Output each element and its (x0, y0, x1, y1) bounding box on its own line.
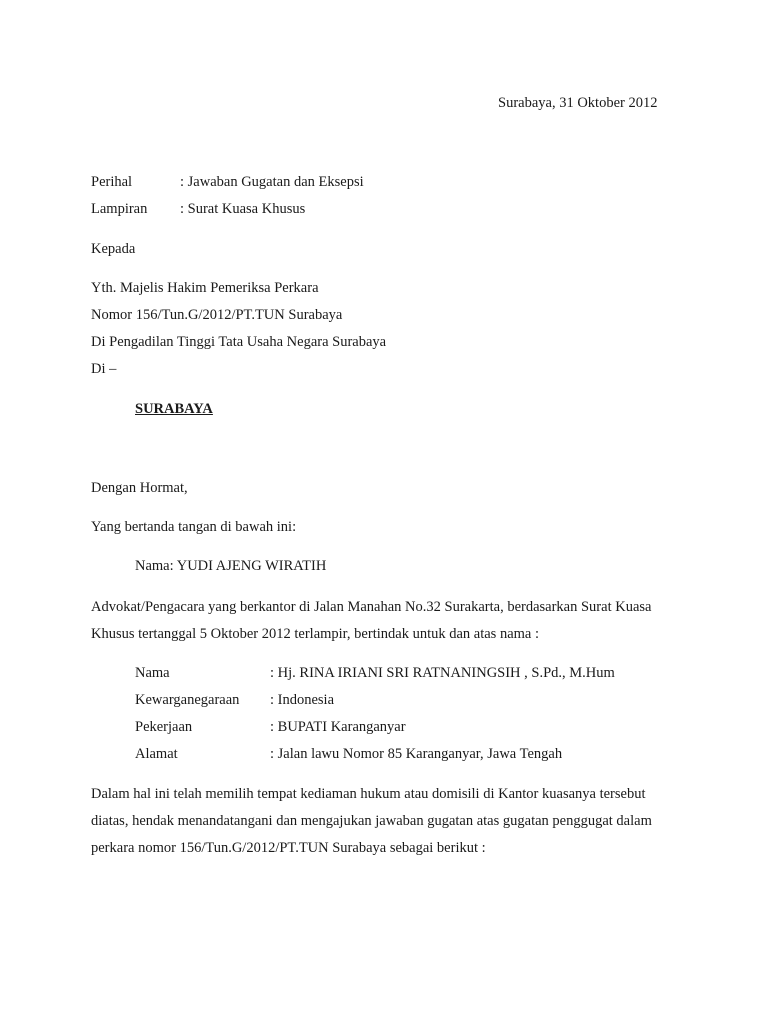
paragraph-2-line-3: perkara nomor 156/Tun.G/2012/PT.TUN Surabaya sebagai berikut : (91, 840, 486, 856)
kepada-label: Kepada (91, 241, 136, 257)
client-label: Nama (135, 665, 170, 681)
advocate-name-line: Nama: YUDI AJENG WIRATIH (135, 558, 327, 574)
paragraph-2-line-2: diatas, hendak menandatangani dan mengajukan jawaban gugatan atas gugatan penggugat dalam (91, 813, 652, 829)
client-label: Kewarganegaraan (135, 692, 240, 708)
perihal-label: Perihal (91, 174, 133, 190)
intro-line: Yang bertanda tangan di bawah ini: (91, 519, 297, 535)
recipient-city: SURABAYA (135, 401, 213, 417)
paragraph-2-line-1: Dalam hal ini telah memilih tempat kediaman hukum atau domisili di Kantor kuasanya tersebut (91, 786, 646, 802)
client-label: Pekerjaan (135, 719, 193, 735)
paragraph-1-line-1: Advokat/Pengacara yang berkantor di Jalan Manahan No.32 Surakarta, berdasarkan Surat Kuasa (91, 599, 652, 615)
lampiran-label: Lampiran (91, 201, 148, 217)
client-value: : BUPATI Karanganyar (270, 719, 406, 735)
client-value: : Jalan lawu Nomor 85 Karanganyar, Jawa Tengah (270, 746, 563, 762)
perihal-value: : Jawaban Gugatan dan Eksepsi (180, 174, 364, 190)
recipient-line-3: Di Pengadilan Tinggi Tata Usaha Negara Surabaya (91, 334, 387, 350)
client-value: : Hj. RINA IRIANI SRI RATNANINGSIH , S.Pd., M.Hum (270, 665, 615, 681)
paragraph-1-line-2: Khusus tertanggal 5 Oktober 2012 terlampir, bertindak untuk dan atas nama : (91, 626, 539, 642)
recipient-line-1: Yth. Majelis Hakim Pemeriksa Perkara (91, 280, 319, 296)
client-value: : Indonesia (270, 692, 335, 708)
lampiran-value: : Surat Kuasa Khusus (180, 201, 306, 217)
recipient-line-4: Di – (91, 361, 117, 377)
recipient-line-2: Nomor 156/Tun.G/2012/PT.TUN Surabaya (91, 307, 343, 323)
salutation: Dengan Hormat, (91, 480, 188, 496)
client-label: Alamat (135, 746, 178, 762)
date-line: Surabaya, 31 Oktober 2012 (498, 95, 658, 111)
